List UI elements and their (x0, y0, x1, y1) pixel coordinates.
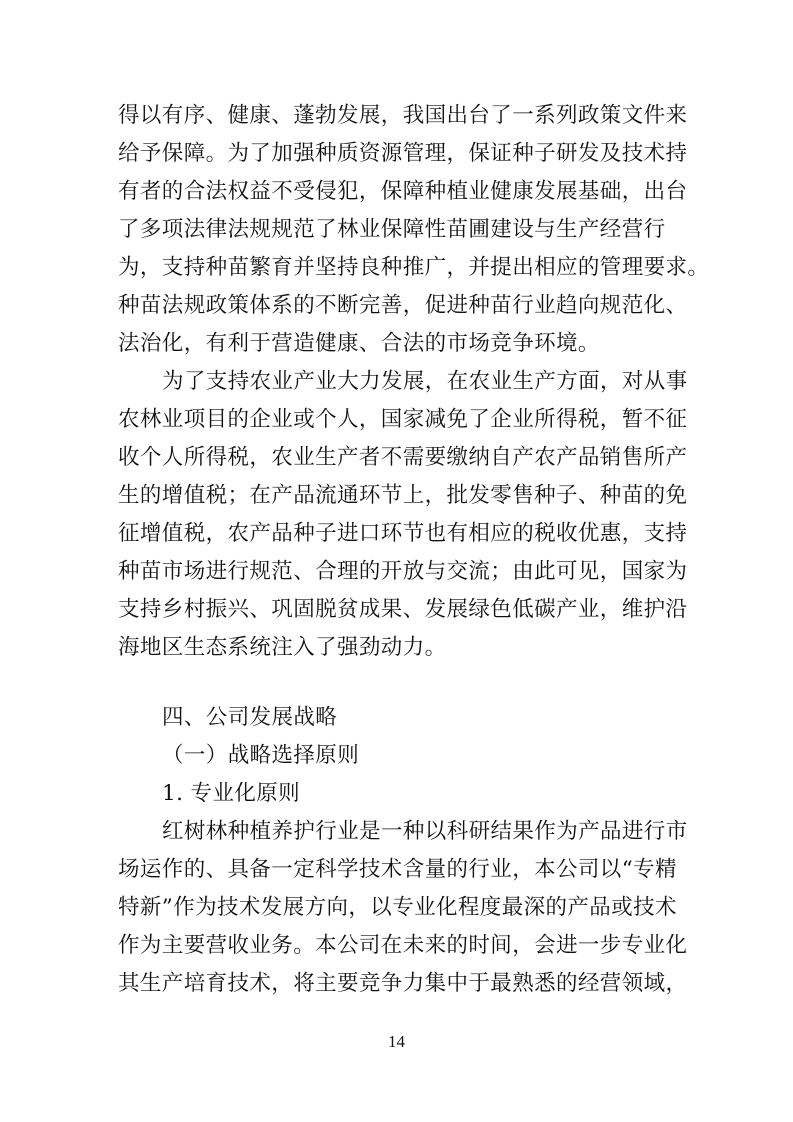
paragraph-line: 为了支持农业产业大力发展，在农业生产方面，对从事 (162, 369, 688, 394)
section-heading: 四、公司发展战略 (162, 705, 338, 730)
paragraph-line: 法治化，有利于营造健康、合法的市场竞争环境。 (118, 331, 600, 356)
paragraph-line: 作为主要营收业务。本公司在未来的时间，会进一步专业化 (118, 933, 688, 958)
subsection-heading: （一）战略选择原则 (162, 743, 360, 768)
paragraph-line: 种苗法规政策体系的不断完善，促进种苗行业趋向规范化、 (118, 293, 688, 318)
page-number: 14 (388, 1032, 405, 1051)
paragraph-line: 给予保障。为了加强种质资源管理，保证种子研发及技术持 (118, 141, 688, 166)
paragraph-line: 其生产培育技术，将主要竞争力集中于最熟悉的经营领域， (118, 971, 688, 996)
paragraph-line: 农林业项目的企业或个人，国家减免了企业所得税，暂不征 (118, 407, 688, 432)
paragraph-line: 海地区生态系统注入了强劲动力。 (118, 635, 447, 660)
paragraph-line: 场运作的、具备一定科学技术含量的行业，本公司以“专精 (118, 857, 677, 882)
paragraph-line: 为，支持种苗繁育并坚持良种推广，并提出相应的管理要求。 (118, 255, 710, 280)
paragraph-line: 支持乡村振兴、巩固脱贫成果、发展绿色低碳产业，维护沿 (118, 597, 688, 622)
paragraph-line: 生的增值税；在产品流通环节上，批发零售种子、种苗的免 (118, 483, 688, 508)
paragraph-line: 红树林种植养护行业是一种以科研结果作为产品进行市 (162, 819, 688, 844)
paragraph-line: 收个人所得税，农业生产者不需要缴纳自产农产品销售所产 (118, 445, 688, 470)
paragraph-line: 特新”作为技术发展方向，以专业化程度最深的产品或技术 (118, 895, 677, 920)
paragraph-line: 了多项法律法规规范了林业保障性苗圃建设与生产经营行 (118, 217, 666, 242)
paragraph-line: 征增值税，农产品种子进口环节也有相应的税收优惠，支持 (118, 521, 688, 546)
paragraph-line: 得以有序、健康、蓬勃发展，我国出台了一系列政策文件来 (118, 103, 688, 128)
paragraph-line: 有者的合法权益不受侵犯，保障种植业健康发展基础，出台 (118, 179, 688, 204)
paragraph-line: 种苗市场进行规范、合理的开放与交流；由此可见，国家为 (118, 559, 688, 584)
item-heading: 1. 专业化原则 (162, 781, 301, 806)
